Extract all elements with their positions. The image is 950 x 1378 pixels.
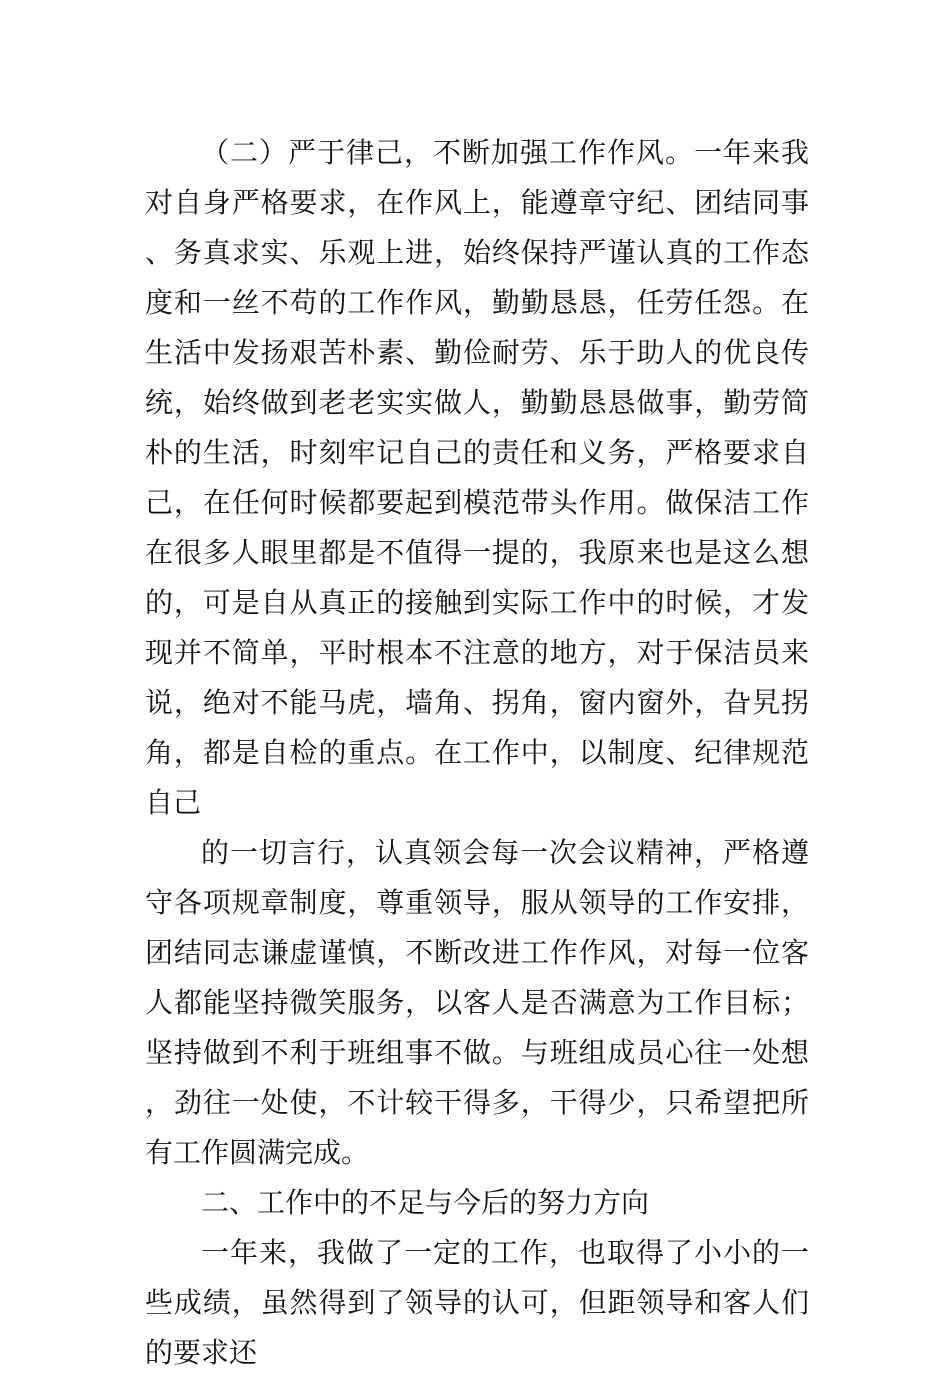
paragraph-conduct: 的一切言行，认真领会每一次会议精神，严格遵守各项规章制度，尊重领导，服从领导的工作安排，团结同志谦虚谨慎，不断改进工作作风，对每一位客人都能坚持微笑服务，以客人是否满意为工作目标；坚持做到不利于班组事不做。与班组成员心往一处想，劲往一处使，不计较干得多，干得少，只希望把所有工作圆满完成。 <box>145 836 809 1169</box>
section-heading-shortcomings: 二、工作中的不足与今后的努力方向 <box>201 1186 650 1219</box>
paragraph-self-discipline: （二）严于律己，不断加强工作作风。一年来我对自身严格要求，在作风上，能遵章守纪、团结同事、务真求实、乐观上进，始终保持严谨认真的工作态度和一丝不苟的工作作风，勤勤恳恳，任劳任怨。在生活中发扬艰苦朴素、勤俭耐劳、乐于助人的优良传统，始终做到老老实实做人，勤勤恳恳做事，勤劳简朴的生活，时刻牢记自己的责任和义务，严格要求自己，在任何时候都要起到模范带头作用。做保洁工作在很多人眼里都是不值得一提的，我原来也是这么想的，可是自从真正的接触到实际工作中的时候，才发现并不简单，平时根本不注意的地方，对于保洁员来说，绝对不能马虎，墙角、拐角，窗内窗外，旮旯拐角，都是自检的重点。在工作中，以制度、纪律规范自己 <box>145 136 809 819</box>
document-body <box>145 128 809 1378</box>
paragraph-summary: 一年来，我做了一定的工作，也取得了小小的一些成绩，虽然得到了领导的认可，但距领导和客人们的要求还 <box>145 1236 809 1369</box>
